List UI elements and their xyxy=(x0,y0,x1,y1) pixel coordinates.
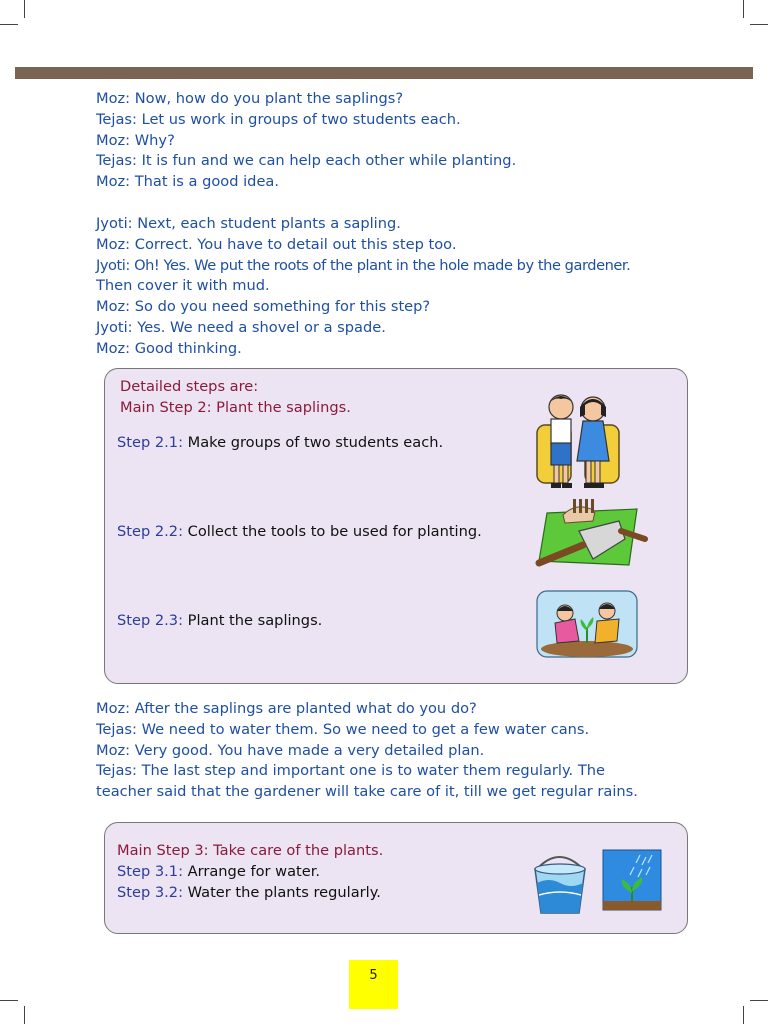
dialogue-line: Moz: Correct. You have to detail out this step too. xyxy=(96,235,457,253)
dialogue-line: Tejas: Let us work in groups of two students each. xyxy=(96,110,461,128)
watering-plant-illustration xyxy=(602,849,662,911)
detailed-steps-box xyxy=(104,368,688,684)
dialogue-line: Moz: Very good. You have made a very detailed plan. xyxy=(96,741,485,759)
step-row: Step 3.2: Water the plants regularly. xyxy=(117,884,381,901)
care-steps-box xyxy=(104,822,688,934)
children-planting-illustration xyxy=(535,589,639,659)
step-row: Step 2.3: Plant the saplings. xyxy=(117,612,323,629)
crop-mark xyxy=(750,24,768,25)
crop-mark xyxy=(0,24,18,25)
dialogue-line: Tejas: We need to water them. So we need to get a few water cans. xyxy=(96,720,590,738)
water-bucket-illustration xyxy=(527,851,593,917)
dialogue-line: Jyoti: Next, each student plants a sapling. xyxy=(96,215,401,232)
dialogue-line: Moz: Good thinking. xyxy=(96,339,242,357)
dialogue-line: Jyoti: Yes. We need a shovel or a spade. xyxy=(96,318,386,336)
main-step-title: Main Step 3: Take care of the plants. xyxy=(117,842,384,859)
dialogue-line: Moz: After the saplings are planted what do you do? xyxy=(96,700,477,717)
header-bar xyxy=(15,67,753,79)
dialogue-line: Moz: So do you need something for this step? xyxy=(96,298,431,316)
crop-mark xyxy=(743,0,744,18)
dialogue-line: Then cover it with mud. xyxy=(96,277,270,295)
crop-mark xyxy=(743,1006,744,1024)
crop-mark xyxy=(24,0,25,18)
dialogue-line: Moz: Why? xyxy=(96,131,175,149)
dialogue-line: Tejas: The last step and important one is to water them regularly. The xyxy=(96,762,605,780)
crop-mark xyxy=(750,1000,768,1001)
crop-mark xyxy=(24,1006,25,1024)
dialogue-block-2 xyxy=(96,214,630,360)
dialogue-line: Moz: Now, how do you plant the saplings? xyxy=(96,90,404,107)
dialogue-line: Tejas: It is fun and we can help each other while planting. xyxy=(96,152,517,170)
step-row: Step 2.2: Collect the tools to be used for planting. xyxy=(117,523,482,540)
garden-tools-illustration xyxy=(533,497,651,573)
two-students-illustration xyxy=(531,385,623,493)
dialogue-block-1 xyxy=(96,89,516,193)
page-number: 5 xyxy=(349,960,398,1009)
dialogue-block-3 xyxy=(96,699,638,803)
crop-mark xyxy=(0,1000,18,1001)
dialogue-line: Jyoti: Oh! Yes. We put the roots of the plant in the hole made by the gardener. xyxy=(96,256,631,274)
main-step-title: Main Step 2: Plant the saplings. xyxy=(120,399,351,416)
box-heading: Detailed steps are: xyxy=(120,378,259,395)
step-row: Step 2.1: Make groups of two students each. xyxy=(117,434,444,451)
step-row: Step 3.1: Arrange for water. xyxy=(117,863,321,880)
dialogue-line: Moz: That is a good idea. xyxy=(96,173,279,191)
dialogue-line: teacher said that the gardener will take care of it, till we get regular rains. xyxy=(96,783,638,801)
